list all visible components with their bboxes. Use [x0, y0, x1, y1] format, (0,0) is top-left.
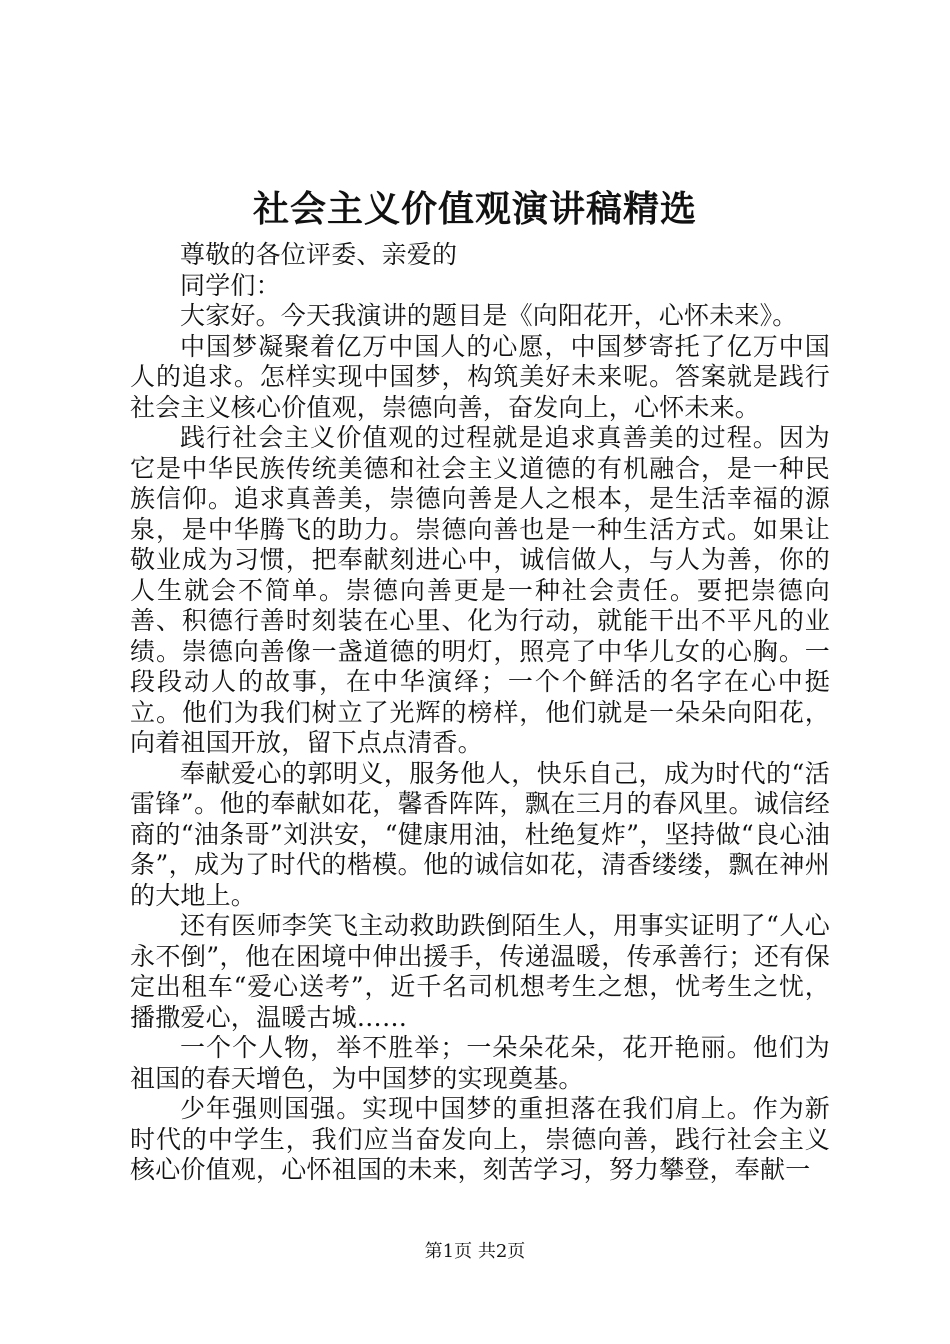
page-number-footer: 第1页 共2页: [424, 1241, 526, 1262]
body-paragraph: 奉献爱心的郭明义，服务他人，快乐自己，成为时代的“活雷锋”。他的奉献如花，馨香阵阵，飘在三月的春风里。诚信经商的“油条哥”刘洪安，“健康用油，杜绝复炸”，坚持做“良心油条”，成为了时代的楷模。他的诚信如花，清香缕缕，飘在神州的大地上。: [130, 758, 830, 910]
salutation-line-2: 同学们：: [180, 270, 281, 300]
document-title: 社会主义价值观演讲稿精选: [252, 188, 697, 230]
body-paragraph: 中国梦凝聚着亿万中国人的心愿，中国梦寄托了亿万中国人的追求。怎样实现中国梦，构筑美好未来呢。答案就是践行社会主义核心价值观，崇德向善，奋发向上，心怀未来。: [130, 331, 830, 422]
document-body: [130, 240, 830, 1186]
body-paragraph: 践行社会主义价值观的过程就是追求真善美的过程。因为它是中华民族传统美德和社会主义道德的有机融合，是一种民族信仰。追求真善美，崇德向善是人之根本，是生活幸福的源泉，是中华腾飞的助力。崇德向善也是一种生活方式。如果让敬业成为习惯，把奉献刻进心中，诚信做人，与人为善，你的人生就会不简单。崇德向善更是一种社会责任。要把崇德向善、积德行善时刻装在心里、化为行动，就能干出不平凡的业绩。崇德向善像一盏道德的明灯，照亮了中华儿女的心胸。一段段动人的故事，在中华演绎；一个个鲜活的名字在心中挺立。他们为我们树立了光辉的榜样，他们就是一朵朵向阳花，向着祖国开放，留下点点清香。: [130, 423, 830, 757]
body-paragraph: 少年强则国强。实现中国梦的重担落在我们肩上。作为新时代的中学生，我们应当奋发向上，崇德向善，践行社会主义核心价值观，心怀祖国的未来，刻苦学习，努力攀登，奉献一: [130, 1094, 830, 1184]
body-paragraph: 还有医师李笑飞主动救助跌倒陌生人，用事实证明了“人心永不倒”，他在困境中伸出援手，传递温暖，传承善行；还有保定出租车“爱心送考”，近千名司机想考生之想，忧考生之忧，播撒爱心，温暖古城……: [130, 911, 830, 1032]
body-paragraph: 一个个人物，举不胜举；一朵朵花朵，花开艳丽。他们为祖国的春天增色，为中国梦的实现奠基。: [130, 1033, 830, 1093]
greeting-paragraph: 大家好。今天我演讲的题目是《向阳花开，心怀未来》。: [180, 301, 798, 330]
salutation-line-1: 尊敬的各位评委、亲爱的: [180, 240, 458, 269]
